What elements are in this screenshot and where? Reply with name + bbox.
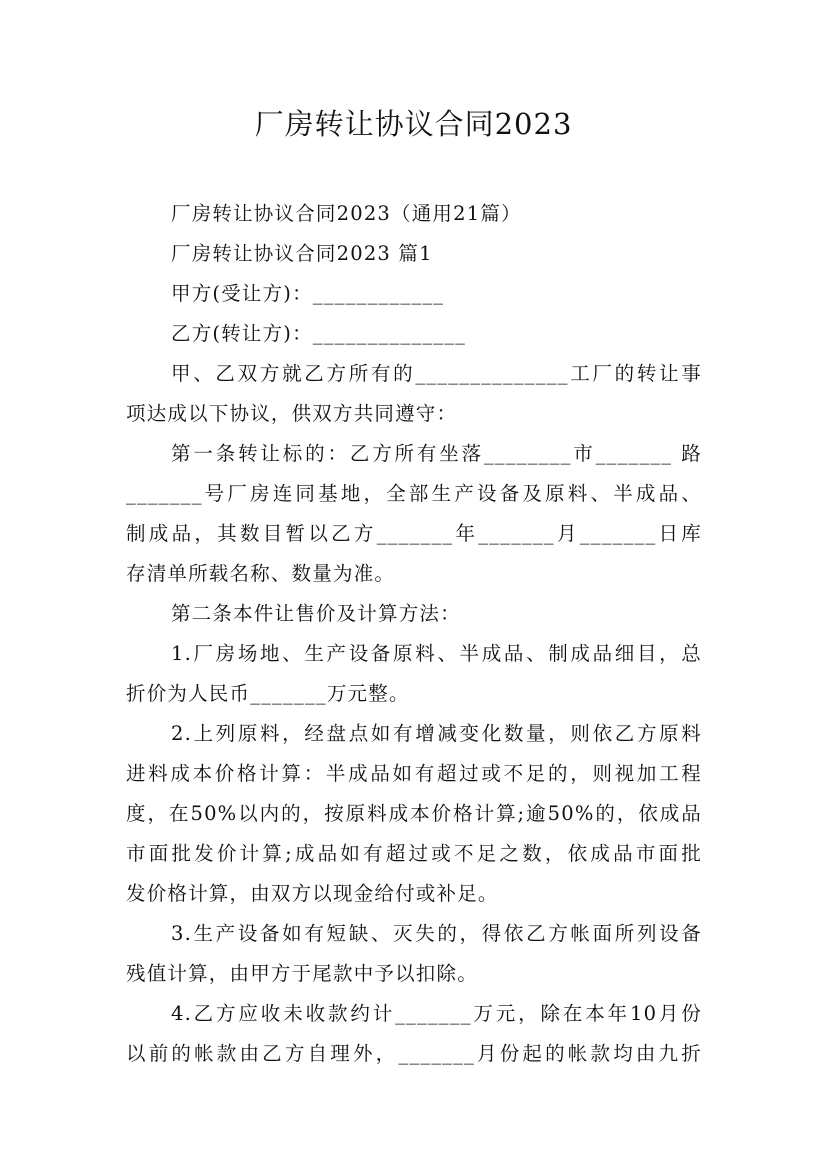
paragraph-line: 以前的帐款由乙方自理外，_______月份起的帐款均由九折 <box>126 1042 702 1065</box>
subtitle-line: 厂房转让协议合同2023（通用21篇） <box>171 202 522 225</box>
paragraph-line: 第一条转让标的：乙方所有坐落________市_______ 路 <box>171 442 702 465</box>
paragraph-line: 度，在50%以内的，按原料成本价格计算;逾50%的，依成品 <box>126 802 702 825</box>
section-heading: 厂房转让协议合同2023 篇1 <box>171 242 433 265</box>
document-title: 厂房转让协议合同2023 <box>254 107 573 141</box>
paragraph-line: 3.生产设备如有短缺、灭失的，得依乙方帐面所列设备 <box>171 922 702 945</box>
paragraph-line: 折价为人民币_______万元整。 <box>126 682 410 705</box>
party-a-line: 甲方(受让方)：____________ <box>171 282 445 305</box>
paragraph-line: 进料成本价格计算：半成品如有超过或不足的，则视加工程 <box>126 762 702 785</box>
paragraph-line: 残值计算，由甲方于尾款中予以扣除。 <box>126 962 478 985</box>
paragraph-line: 2.上列原料，经盘点如有增减变化数量，则依乙方原料 <box>171 722 702 745</box>
paragraph-line: 项达成以下协议，供双方共同遵守： <box>126 402 458 425</box>
paragraph-line: 甲、乙双方就乙方所有的______________工厂的转让事 <box>171 362 702 385</box>
paragraph-line: 4.乙方应收未收款约计_______万元，除在本年10月份 <box>171 1002 702 1025</box>
paragraph-line: 1.厂房场地、生产设备原料、半成品、制成品细目，总 <box>171 642 702 665</box>
paragraph-line: 第二条本件让售价及计算方法： <box>171 602 461 625</box>
paragraph-line: 制成品，其数目暂以乙方_______年_______月_______日库 <box>126 522 702 545</box>
paragraph-line: _______号厂房连同基地，全部生产设备及原料、半成品、 <box>126 482 702 505</box>
paragraph-line: 存清单所载名称、数量为准。 <box>126 562 396 585</box>
paragraph-line: 发价格计算，由双方以现金给付或补足。 <box>126 882 499 905</box>
paragraph-line: 市面批发价计算;成品如有超过或不足之数，依成品市面批 <box>126 842 702 865</box>
party-b-line: 乙方(转让方)：______________ <box>171 322 467 345</box>
